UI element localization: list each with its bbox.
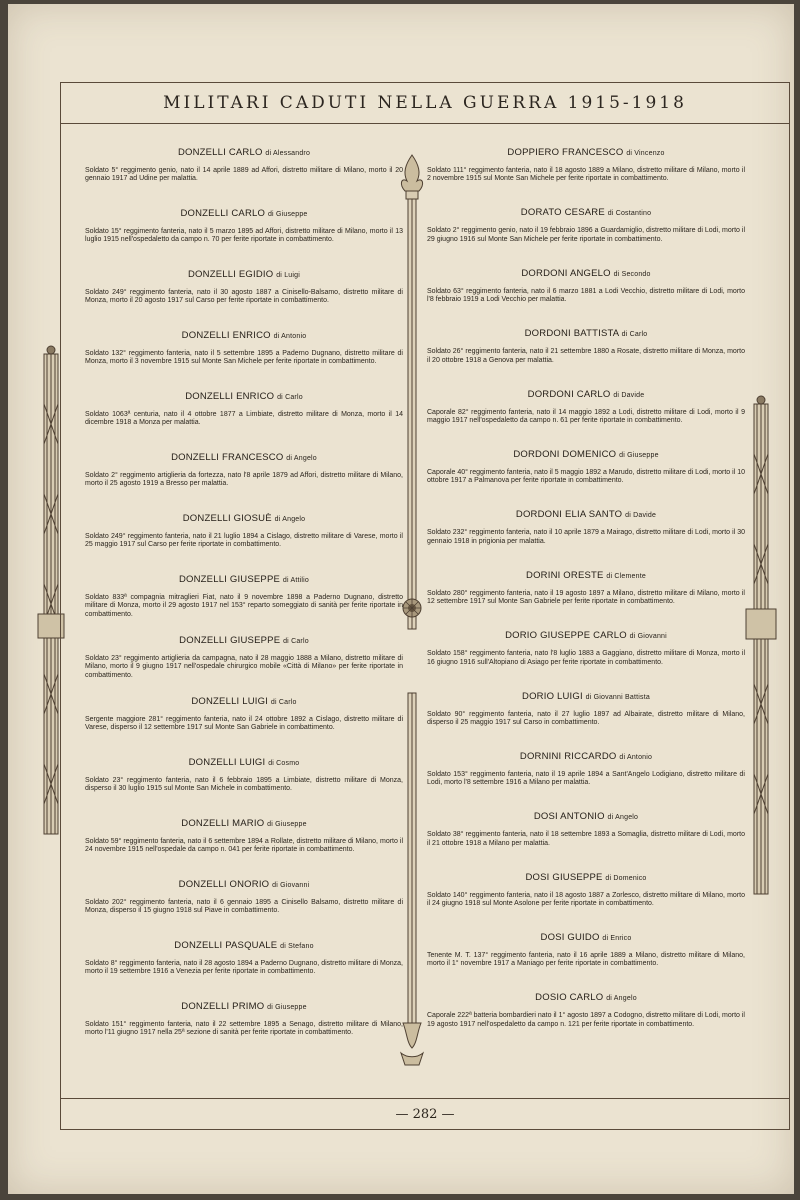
list-item — [427, 509, 745, 569]
footer-band — [61, 1098, 789, 1129]
list-item — [85, 391, 403, 452]
entry-description: Caporale 82° reggimento fanteria, nato il 14 maggio 1892 a Lodi, distretto militare di Lodi, morto il 9 maggio 1917 nell'ospedaletto da campo n. 61 per ferite riportate in combattimento. — [427, 408, 745, 424]
list-item — [85, 696, 403, 757]
entry-name: DOPPIERO FRANCESCO — [507, 147, 624, 158]
list-item — [85, 574, 403, 635]
entry-patronymic: di Carlo — [283, 638, 309, 645]
entry-patronymic: di Giovanni — [272, 882, 310, 889]
entry-name: DONZELLI LUIGI — [191, 696, 269, 707]
entry-description: Soldato 23° reggimento fanteria, nato il 6 febbraio 1895 a Limbiate, distretto militare di Monza, disperso il 30 luglio 1915 sul Monte San Michele in combattimento. — [85, 777, 403, 793]
entry-description: Soldato 158° reggimento fanteria, nato l'8 luglio 1883 a Gaggiano, distretto militare di Monza, morto il 16 giugno 1916 sull'Altopiano di Asiago per ferite riportate in combattimento. — [427, 650, 745, 666]
entry-description: Tenente M. T. 137° reggimento fanteria, nato il 16 aprile 1889 a Milano, distretto militare di Milano, morto il 1° novembre 1917 a Maniago per ferite riportate in combattimento. — [427, 952, 745, 968]
list-item — [427, 147, 745, 207]
entry-name: DONZELLI GIOSUÈ — [182, 513, 272, 524]
list-item — [85, 208, 403, 269]
entry-description: Soldato 90° reggimento fanteria, nato il 27 luglio 1897 ad Albairate, distretto militare di Milano, disperso il 25 maggio 1917 sul Carso in combattimento. — [427, 710, 745, 726]
entry-description: Soldato 280° reggimento fanteria, nato il 19 agosto 1897 a Milano, distretto militare di Milano, morto il 12 settembre 1917 sul Monte San Gabriele per ferite riportate in combattimento. — [427, 589, 745, 606]
page-number: — 282 — — [395, 1106, 455, 1122]
list-item — [85, 940, 403, 1001]
entry-patronymic: di Alessandro — [265, 150, 311, 157]
entry-patronymic: di Angelo — [286, 455, 317, 462]
entry-patronymic: di Luigi — [276, 272, 300, 279]
entry-patronymic: di Domenico — [605, 874, 647, 882]
list-item — [427, 872, 745, 932]
entry-patronymic: di Attilio — [282, 577, 310, 584]
entry-name: DONZELLI FRANCESCO — [171, 452, 284, 463]
entry-name: DONZELLI GIUSEPPE — [178, 574, 281, 585]
entry-patronymic: di Cosmo — [268, 760, 300, 767]
entry-patronymic: di Antonio — [619, 753, 653, 761]
entry-patronymic: di Giuseppe — [267, 1004, 307, 1011]
page-title: MILITARI CADUTI NELLA GUERRA 1915-1918 — [163, 93, 687, 113]
entry-description: Soldato 15° reggimento fanteria, nato il 5 marzo 1895 ad Affori, distretto militare di Milano, morto il 13 luglio 1915 nell'ospedaletto da campo n. 70 per ferite riportate in combattimento. — [85, 228, 403, 244]
entry-name: DORDONI BATTISTA — [524, 328, 619, 340]
entry-patronymic: di Angelo — [274, 516, 306, 523]
entry-name: DONZELLI LUIGI — [188, 757, 266, 768]
entry-name: DONZELLI MARIO — [181, 818, 265, 829]
list-item — [85, 330, 403, 391]
entry-patronymic: di Carlo — [621, 331, 648, 339]
entry-patronymic: di Giuseppe — [267, 211, 308, 218]
entry-patronymic: di Angelo — [606, 995, 637, 1003]
entry-name: DORNINI RICCARDO — [519, 750, 617, 762]
entry-name: DOSI GIUSEPPE — [525, 871, 603, 883]
entry-description: Soldato 132° reggimento fanteria, nato il 5 settembre 1895 a Paderno Dugnano, distretto militare di Monza, morto il 3 novembre 1915 sul Monte San Michele per ferite riportate in combattimento. — [85, 350, 403, 366]
entry-description: Soldato 2° reggimento genio, nato il 19 febbraio 1896 a Guardamiglio, distretto militare di Lodi, morto il 29 giugno 1916 sul Monte San Michele per ferite riportate in combattimento. — [427, 227, 745, 243]
entry-name: DOSIO CARLO — [535, 992, 604, 1004]
entry-patronymic: di Antonio — [273, 333, 307, 340]
entry-patronymic: di Carlo — [277, 394, 303, 401]
list-item — [85, 757, 403, 818]
entry-patronymic: di Clemente — [606, 572, 646, 580]
entry-description: Soldato 249° reggimento fanteria, nato il 21 luglio 1894 a Cislago, distretto militare di Varese, morto il 25 maggio 1917 sul Carso per ferite riportate in combattimento. — [85, 533, 403, 549]
entry-name: DORDONI CARLO — [527, 388, 611, 400]
entry-description: Caporale 40° reggimento fanteria, nato il 5 maggio 1892 a Marudo, distretto militare di Lodi, morto il 10 ottobre 1917 a Palmanova per ferite riportate in combattimento. — [427, 468, 745, 485]
entry-description: Soldato 1063ª centuria, nato il 4 ottobre 1877 a Limbiate, distretto militare di Monza, morto il 14 dicembre 1918 a Monza per malattia. — [85, 411, 403, 427]
list-item — [427, 691, 745, 751]
entry-patronymic: di Angelo — [607, 814, 639, 822]
entry-name: DONZELLI CARLO — [177, 147, 263, 158]
entry-name: DORDONI ELIA SANTO — [515, 509, 623, 521]
entry-name: DORDONI DOMENICO — [513, 448, 617, 460]
entry-description: Soldato 249° reggimento fanteria, nato il 30 agosto 1887 a Cinisello-Balsamo, distretto militare di Monza, morto il 20 agosto 1917 sul Carso per ferite riportate in combattimento. — [85, 289, 403, 305]
entry-description: Soldato 5° reggimento genio, nato il 14 aprile 1889 ad Affori, distretto militare di Milano, morto il 20 gennaio 1917 ad Udine per malattia. — [85, 167, 403, 183]
list-item — [85, 513, 403, 574]
list-item — [427, 932, 745, 992]
entry-name: DORIO LUIGI — [522, 690, 583, 702]
entry-description: Soldato 26° reggimento fanteria, nato il 21 settembre 1880 a Rosate, distretto militare di Monza, morto il 20 ottobre 1918 a Genova per malattia. — [427, 348, 745, 364]
document-page — [8, 4, 794, 1194]
entry-name: DONZELLI ENRICO — [185, 391, 275, 402]
page-frame — [60, 82, 790, 1130]
entry-description: Soldato 153° reggimento fanteria, nato il 19 aprile 1894 a Sant'Angelo Lodigiano, distretto militare di Lodi, morto l'8 settembre 1916 a Milano per malattia. — [427, 770, 745, 787]
list-item — [427, 389, 745, 449]
entry-description: Soldato 8° reggimento fanteria, nato il 28 agosto 1894 a Paderno Dugnano, distretto militare di Monza, morto il 19 settembre 1916 a Venezia per ferite riportate in combattimento. — [85, 960, 403, 976]
entry-patronymic: di Costantino — [607, 210, 652, 218]
entry-name: DONZELLI EGIDIO — [188, 269, 274, 280]
header-band — [61, 83, 789, 124]
list-item — [85, 452, 403, 513]
entry-description: Soldato 151° reggimento fanteria, nato il 22 settembre 1895 a Senago, distretto militare di Milano, morto l'11 giugno 1917 nella 25ª sezione di sanità per ferite riportate in combattimento. — [85, 1021, 403, 1037]
list-item — [85, 818, 403, 879]
entry-patronymic: di Stefano — [280, 943, 314, 950]
right-column — [427, 147, 745, 1053]
entry-description: Soldato 111° reggimento fanteria, nato il 18 agosto 1889 a Milano, distretto militare di Milano, morto il 2 novembre 1915 sul Monte San Michele per ferite riportate in combattimento. — [427, 167, 745, 183]
entry-description: Soldato 140° reggimento fanteria, nato il 18 agosto 1887 a Zorlesco, distretto militare di Milano, morto il 24 giugno 1918 sul Monte Asolone per ferite riportate in combattimento. — [427, 891, 745, 908]
entry-name: DONZELLI GIUSEPPE — [179, 635, 281, 646]
entry-name: DONZELLI ONORIO — [178, 879, 270, 890]
entry-description: Soldato 38° reggimento fanteria, nato il 18 settembre 1893 a Somaglia, distretto militare di Lodi, morto il 21 ottobre 1918 a Milano per malattia. — [427, 831, 745, 847]
list-item — [427, 751, 745, 811]
list-item — [85, 147, 403, 208]
entry-name: DORIO GIUSEPPE CARLO — [505, 630, 627, 642]
list-item — [85, 269, 403, 330]
left-column — [85, 147, 403, 1062]
list-item — [427, 630, 745, 690]
list-item — [427, 328, 745, 388]
list-item — [85, 635, 403, 696]
list-item — [427, 207, 745, 267]
entry-description: Soldato 59° reggimento fanteria, nato il 6 settembre 1894 a Rollate, distretto militare di Milano, morto il 24 novembre 1915 nell'ospedale da campo n. 041 per ferite riportate in combattimento. — [85, 838, 403, 854]
entry-name: DORDONI ANGELO — [521, 267, 611, 279]
entry-name: DOSI GUIDO — [540, 932, 600, 944]
list-item — [85, 879, 403, 940]
entry-name: DONZELLI PRIMO — [181, 1001, 265, 1012]
entry-name: DONZELLI CARLO — [180, 208, 266, 219]
entry-name: DONZELLI PASQUALE — [174, 940, 278, 951]
entry-description: Soldato 202° reggimento fanteria, nato il 6 gennaio 1895 a Cinisello Balsamo, distretto militare di Monza, disperso il 15 giugno 1918 sul Piave in combattimento. — [85, 899, 403, 915]
entry-name: DORINI ORESTE — [526, 569, 604, 581]
entry-patronymic: di Giovanni Battista — [585, 693, 650, 701]
entry-description: Soldato 2° reggimento artiglieria da fortezza, nato l'8 aprile 1879 ad Affori, distretto militare di Milano, morto il 25 agosto 1919 a Bresso per malattia. — [85, 472, 403, 488]
list-item — [427, 570, 745, 630]
entry-name: DORATO CESARE — [520, 207, 605, 219]
entry-name: DOSI ANTONIO — [533, 811, 605, 823]
entry-patronymic: di Secondo — [613, 270, 651, 278]
entry-patronymic: di Giovanni — [629, 633, 667, 641]
entry-description: Caporale 222ª batteria bombardieri nato il 1° agosto 1897 a Codogno, distretto militare di Lodi, morto il 19 agosto 1917 nell'ospedaletto da campo n. 121 per ferite riportate in combattimento. — [427, 1012, 745, 1028]
entry-patronymic: di Giuseppe — [619, 451, 659, 459]
entry-patronymic: di Davide — [613, 391, 645, 399]
entry-description: Soldato 232° reggimento fanteria, nato il 10 aprile 1879 a Mairago, distretto militare di Lodi, morto il 30 gennaio 1918 in prigionia per malattia. — [427, 529, 745, 545]
list-item — [427, 811, 745, 871]
entry-description: Sergente maggiore 281° reggimento fanteria, nato il 24 ottobre 1892 a Cislago, distretto militare di Varese, disperso il 12 settembre 1917 sul Monte San Gabriele in combattimento. — [85, 716, 403, 732]
entry-description: Soldato 63° reggimento fanteria, nato il 6 marzo 1881 a Lodi Vecchio, distretto militare di Lodi, morto l'8 febbraio 1919 a Lodi Vecchio per malattia. — [427, 287, 745, 304]
list-item — [427, 449, 745, 509]
entry-name: DONZELLI ENRICO — [181, 330, 271, 341]
entry-patronymic: di Carlo — [270, 699, 297, 706]
list-item — [85, 1001, 403, 1062]
entry-description: Soldato 23° reggimento artiglieria da campagna, nato il 28 maggio 1888 a Milano, distretto militare di Milano, morto il 9 giugno 1917 nell'ospedale chirurgico mobile «Città di Milano» per ferite riportate in combattimento. — [85, 655, 403, 679]
entry-patronymic: di Enrico — [602, 935, 632, 943]
list-item — [427, 992, 745, 1052]
entry-patronymic: di Davide — [625, 512, 657, 520]
entry-description: Soldato 833ª compagnia mitraglieri Fiat, nato il 9 novembre 1898 a Paderno Dugnano, distretto militare di Monza, morto il 29 agosto 1917 nel 153° reparto someggiato di sanità per ferite riportate in combattimento. — [85, 594, 403, 618]
entry-patronymic: di Giuseppe — [267, 821, 307, 828]
list-item — [427, 268, 745, 328]
entry-patronymic: di Vincenzo — [626, 150, 665, 157]
rosette-icon — [401, 597, 423, 619]
